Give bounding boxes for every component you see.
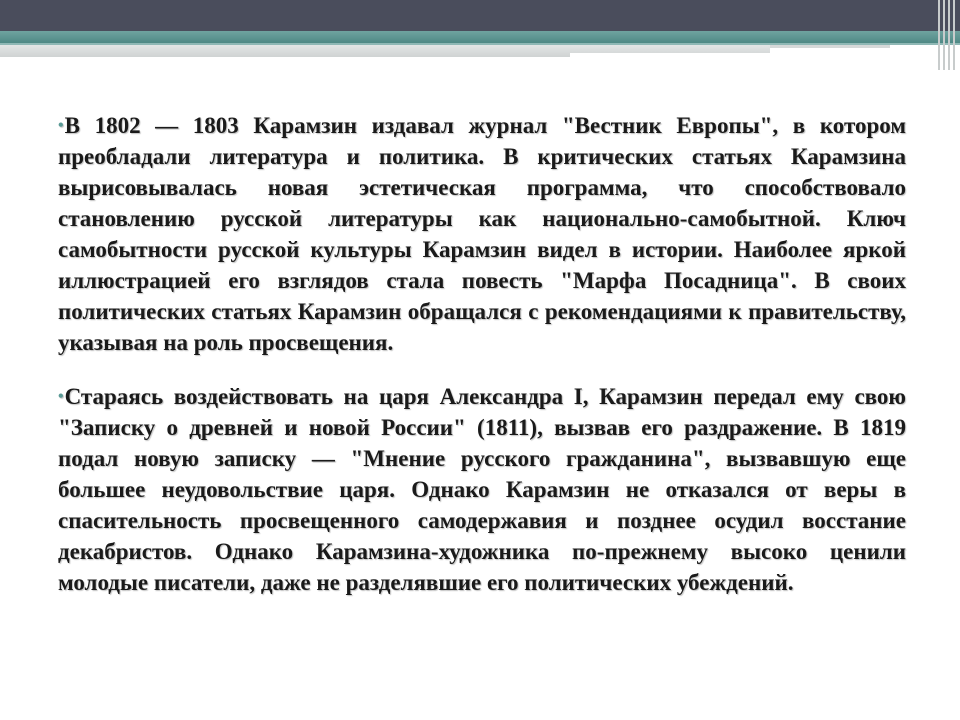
bullet-icon: • <box>58 117 64 134</box>
header-grey-band-step <box>570 45 770 53</box>
slide-body <box>58 110 906 621</box>
header-teal-band <box>0 31 960 43</box>
bullet-icon: • <box>58 388 64 405</box>
header-dark-bar <box>0 0 960 31</box>
paragraph-1-text: В 1802 — 1803 Карамзин издавал журнал "Вестник Европы", в котором преобладали литература и политика. В критических статьях Карамзина вырисовывалась новая эстетическая программа, что способствовало становлению русской литературы как национально-самобытной. Ключ самобытности русской культуры Карамзин видел в истории. Наиболее яркой иллюстрацией его взглядов стала повесть "Марфа Посадница". В своих политических статьях Карамзин обращался с рекомендациями к правительству, указывая на роль просвещения. <box>58 113 906 355</box>
corner-stripes-decoration <box>916 0 960 70</box>
paragraph-2-text: Стараясь воздействовать на царя Александра I, Карамзин передал ему свою "Записку о древней и новой России" (1811), вызвав его раздражение. В 1819 подал новую записку — "Мнение русского гражданина", вызвавшую еще большее неудовольствие царя. Однако Карамзин не отказался от веры в спасительность просвещенного самодержавия и позднее осудил восстание декабристов. Однако Карамзина-художника по-прежнему высоко ценили молодые писатели, даже не разделявшие его политических убеждений. <box>58 384 906 595</box>
paragraph-1 <box>58 110 906 358</box>
header-grey-band-end <box>770 45 890 48</box>
header-grey-band <box>0 45 570 57</box>
paragraph-2 <box>58 381 906 598</box>
